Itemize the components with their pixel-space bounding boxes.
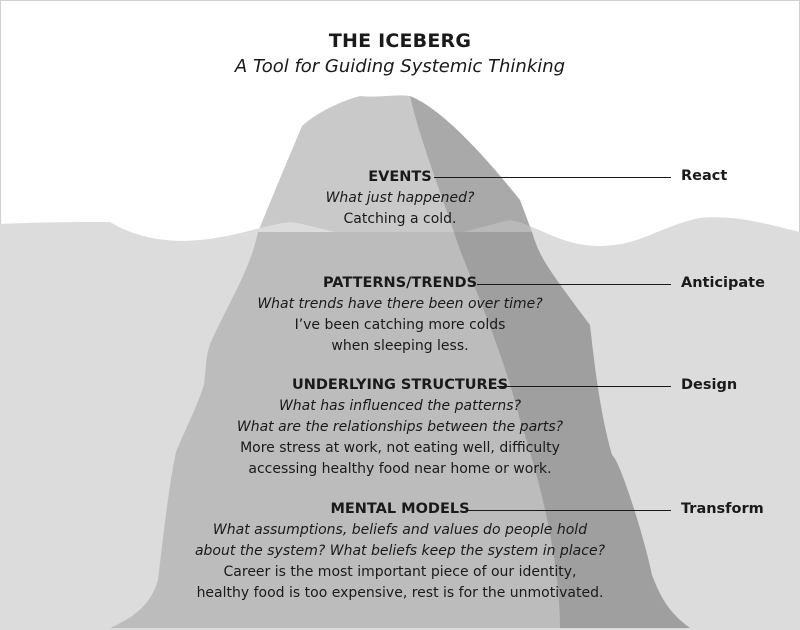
level-mental-models	[170, 499, 630, 604]
level-heading: UNDERLYING STRUCTURES	[291, 377, 509, 393]
response-design: Design	[681, 377, 738, 393]
level-patterns-trends	[200, 273, 600, 357]
level-question: What trends have there been over time?	[257, 296, 543, 312]
level-heading: MENTAL MODELS	[330, 501, 470, 517]
level-question: What assumptions, beliefs and values do people hold	[212, 522, 588, 538]
response-anticipate: Anticipate	[681, 275, 765, 291]
diagram-title: THE ICEBERG	[328, 30, 472, 52]
level-question: What just happened?	[325, 190, 475, 206]
level-question: about the system? What beliefs keep the system in place?	[194, 543, 606, 559]
level-example: More stress at work, not eating well, difficulty	[240, 440, 560, 456]
level-underlying-structures	[200, 375, 600, 480]
leader-line-design	[497, 386, 671, 387]
leader-line-transform	[467, 510, 671, 511]
level-example: I’ve been catching more colds	[294, 317, 506, 333]
level-example: accessing healthy food near home or work.	[248, 461, 552, 477]
response-transform: Transform	[681, 501, 764, 517]
leader-line-anticipate	[477, 284, 671, 285]
level-heading: EVENTS	[368, 169, 432, 185]
level-example: when sleeping less.	[331, 338, 469, 354]
level-example: Career is the most important piece of our identity,	[223, 564, 577, 580]
leader-line-react	[434, 177, 671, 178]
level-question: What has influenced the patterns?	[278, 398, 522, 414]
level-example: healthy food is too expensive, rest is for the unmotivated.	[196, 585, 604, 601]
level-heading: PATTERNS/TRENDS	[322, 275, 478, 291]
level-question: What are the relationships between the parts?	[236, 419, 564, 435]
level-example: Catching a cold.	[343, 211, 457, 227]
diagram-subtitle: A Tool for Guiding Systemic Thinking	[234, 56, 566, 77]
response-react: React	[681, 168, 728, 184]
